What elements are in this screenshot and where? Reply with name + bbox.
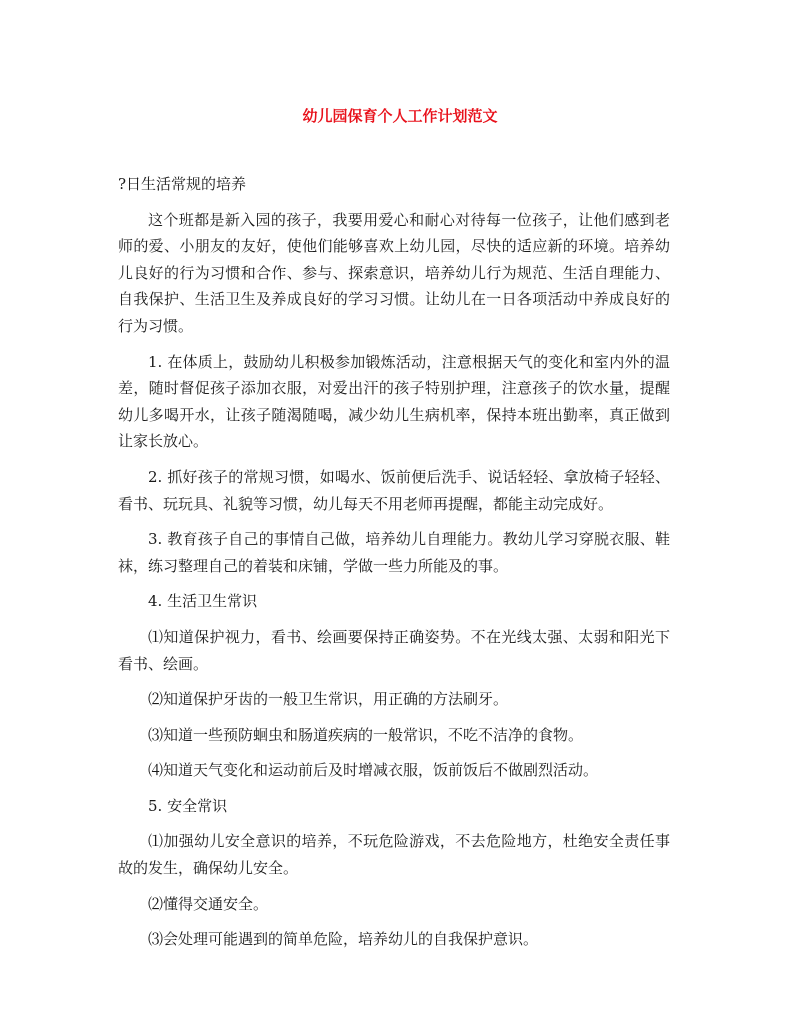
list-item: ⑵懂得交通安全。 — [148, 894, 269, 913]
paragraph-item-3: 3. 教育孩子自己的事情自己做，培养幼儿自理能力。教幼儿学习穿脱衣服、鞋袜，练习整理自己的着装和床铺，学做一些力所能及的事。 — [118, 530, 670, 575]
list-item: ⑷知道天气变化和运动前后及时增减衣服，饭前饭后不做剧烈活动。 — [148, 761, 599, 780]
document-title: 幼儿园保育个人工作计划范文 — [302, 107, 498, 125]
list-item: ⑴知道保护视力，看书、绘画要保持正确姿势。不在光线太强、太弱和阳光下看书、绘画。 — [118, 627, 670, 673]
subheading-hygiene: 4. 生活卫生常识 — [148, 592, 258, 611]
paragraph-item-1: 1. 在体质上，鼓励幼儿积极参加锻炼活动，注意根据天气的变化和室内外的温差，随时督促孩子添加衣服，对爱出汗的孩子特别护理，注意孩子的饮水量，提醒幼儿多喝开水，让孩子随渴随喝，减少幼儿生病机率，保持本班出勤率，真正做到让家长放心。 — [118, 352, 670, 451]
document-body — [118, 171, 670, 962]
list-item: ⑴加强幼儿安全意识的培养，不玩危险游戏，不去危险地方，杜绝安全责任事故的发生，确保幼儿安全。 — [118, 832, 670, 878]
list-item: ⑶知道一些预防蛔虫和肠道疾病的一般常识，不吃不洁净的食物。 — [148, 725, 584, 744]
subheading-safety: 5. 安全常识 — [148, 796, 228, 815]
paragraph-item-2: 2. 抓好孩子的常规习惯，如喝水、饭前便后洗手、说话轻轻、拿放椅子轻轻、看书、玩玩具、礼貌等习惯，幼儿每天不用老师再提醒，都能主动完成好。 — [118, 467, 670, 513]
list-item: ⑶会处理可能遇到的简单危险，培养幼儿的自我保护意识。 — [148, 930, 539, 949]
section-heading: ?日生活常规的培养 — [118, 175, 247, 193]
paragraph-intro: 这个班都是新入园的孩子，我要用爱心和耐心对待每一位孩子，让他们感到老师的爱、小朋友的友好，使他们能够喜欢上幼儿园，尽快的适应新的环境。培养幼儿良好的行为习惯和合作、参与、探索意识，培养幼儿行为规范、生活自理能力、自我保护、生活卫生及养成良好的学习习惯。让幼儿在一日各项活动中养成良好的行为习惯。 — [118, 210, 670, 335]
list-item: ⑵知道保护牙齿的一般卫生常识，用正确的方法刷牙。 — [148, 690, 509, 709]
